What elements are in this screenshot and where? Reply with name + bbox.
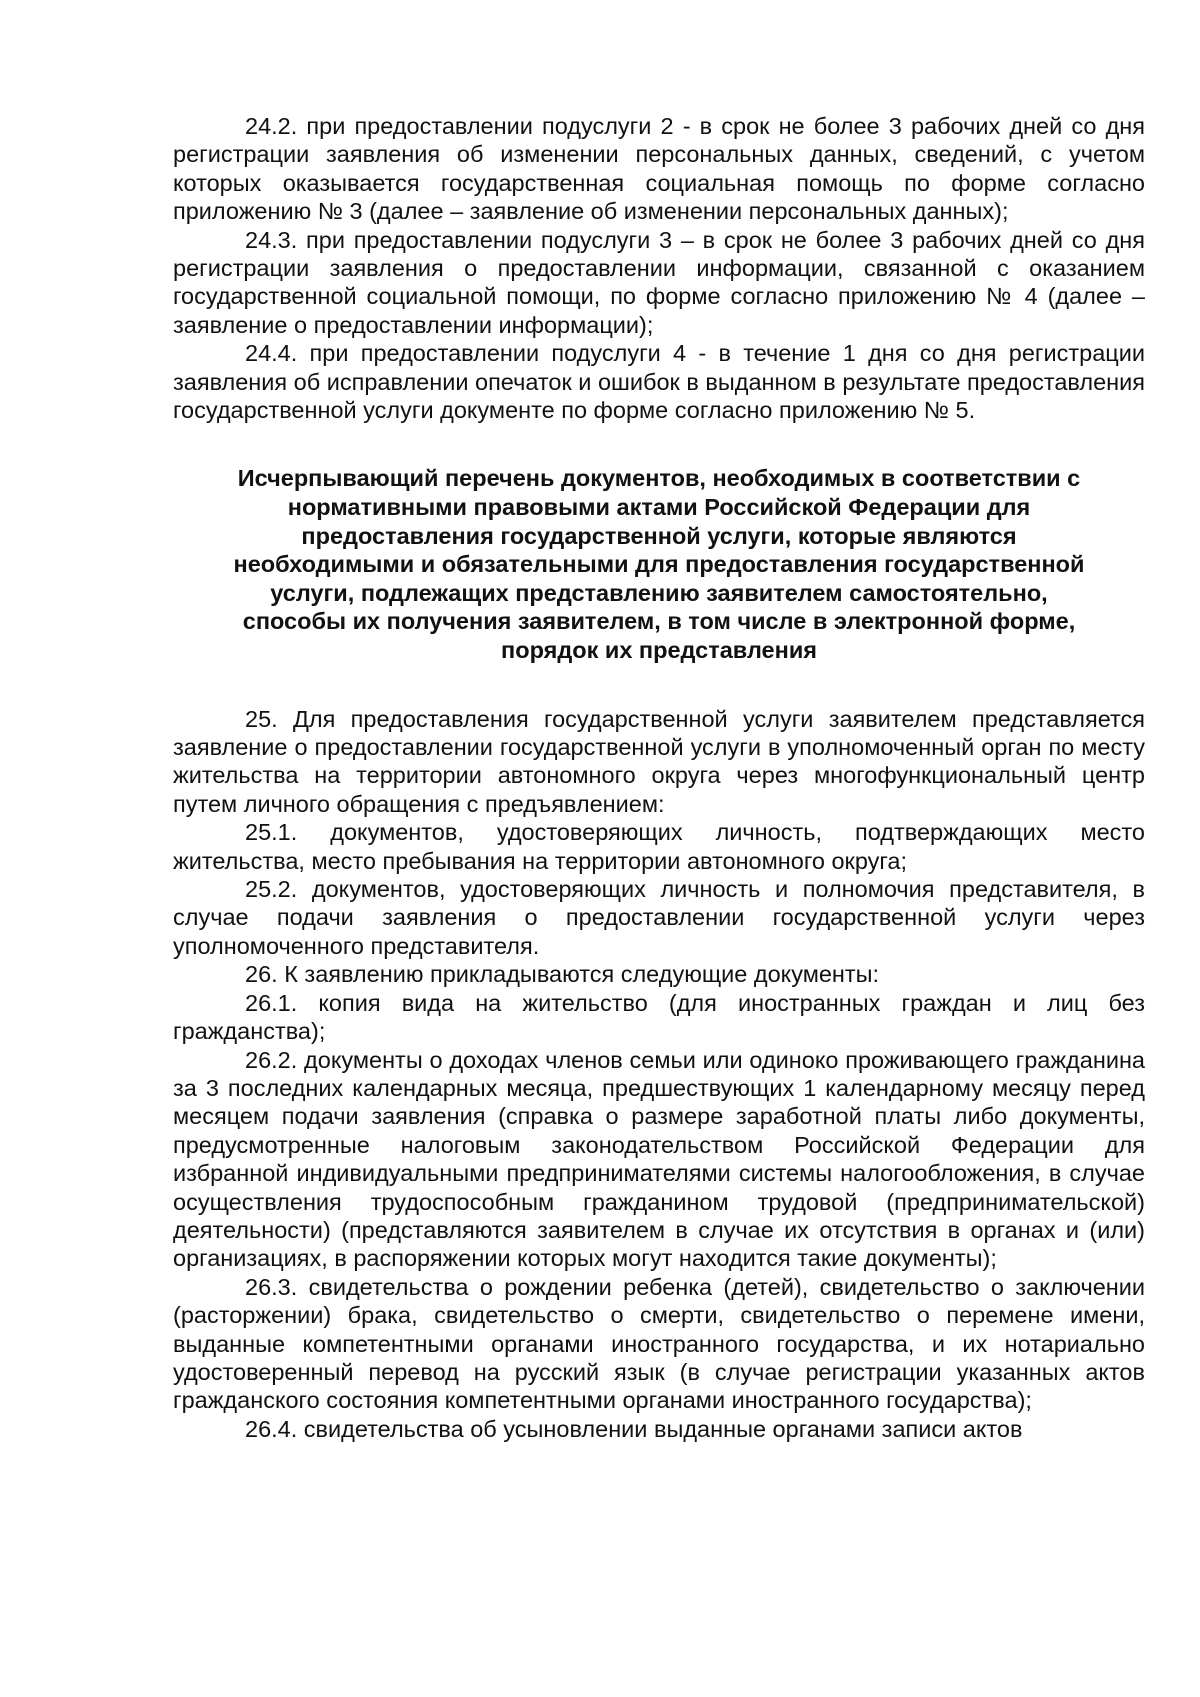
paragraph-26: 26. К заявлению прикладываются следующие документы: (245, 961, 880, 988)
paragraph-24-4: 24.4. при предоставлении подуслуги 4 - в течение 1 дня со дня регистрации заявления об исправлении опечаток и ошибок в выданном в результате предоставления государственной услуги документе по форме согласно приложению № 5. (173, 340, 1145, 424)
paragraph-24-2: 24.2. при предоставлении подуслуги 2 - в срок не более 3 рабочих дней со дня регистрации заявления об изменении персональных данных, сведений, с учетом которых оказывается государственная социальная помощь по форме согласно приложению № 3 (далее – заявление об изменении персональных данных); (173, 113, 1145, 225)
paragraph-24-3: 24.3. при предоставлении подуслуги 3 – в срок не более 3 рабочих дней со дня регистрации заявления о предоставлении информации, связанной с оказанием государственной социальной помощи, по форме согласно приложению № 4 (далее – заявление о предоставлении информации); (173, 226, 1145, 338)
paragraph-26-2: 26.2. документы о доходах членов семьи или одиноко проживающего гражданина за 3 последних календарных месяца, предшествующих 1 календарному месяцу перед месяцем подачи заявления (справка о размере заработной платы либо документы, предусмотренные налоговым законодательством Российской Федерации для избранной индивидуальными предпринимателями системы налогообложения, в случае осуществления трудоспособным гражданином трудовой (предпринимательской) деятельности) (представляются заявителем в случае их отсутствия в органах и (или) организациях, в распоряжении которых могут находится такие документы); (173, 1046, 1145, 1272)
paragraph-26-4: 26.4. свидетельства об усыновлении выданные органами записи актов (245, 1415, 1023, 1442)
paragraph-26-1: 26.1. копия вида на жительство (для иностранных граждан и лиц без гражданства); (173, 989, 1145, 1045)
section-heading: Исчерпывающий перечень документов, необходимых в соответствии с нормативными правовыми актами Российской Федерации для предоставления государственной услуги, которые являются необходимыми и обязательными для предоставления государственной услуги, подлежащих представлению заявителем самостоятельно, способы их получения заявителем, в том числе в электронной форме, порядок их представления (233, 465, 1085, 664)
paragraph-25-2: 25.2. документов, удостоверяющих личность и полномочия представителя, в случае подачи заявления о предоставлении государственной услуги через уполномоченного представителя. (173, 876, 1145, 959)
document-body (173, 112, 1145, 1443)
paragraph-26-3: 26.3. свидетельства о рождении ребенка (детей), свидетельство о заключении (расторжении) брака, свидетельство о смерти, свидетельство о перемене имени, выданные компетентными органами иностранного государства, и их нотариально удостоверенный перевод на русский язык (в случае регистрации указанных актов гражданского состояния компетентными органами иностранного государства); (173, 1273, 1145, 1414)
paragraph-25-1: 25.1. документов, удостоверяющих личность, подтверждающих место жительства, место пребывания на территории автономного округа; (173, 819, 1145, 874)
paragraph-25: 25. Для предоставления государственной услуги заявителем представляется заявление о предоставлении государственной услуги в уполномоченный орган по месту жительства на территории автономного округа через многофункциональный центр путем личного обращения с предъявлением: (173, 705, 1145, 817)
